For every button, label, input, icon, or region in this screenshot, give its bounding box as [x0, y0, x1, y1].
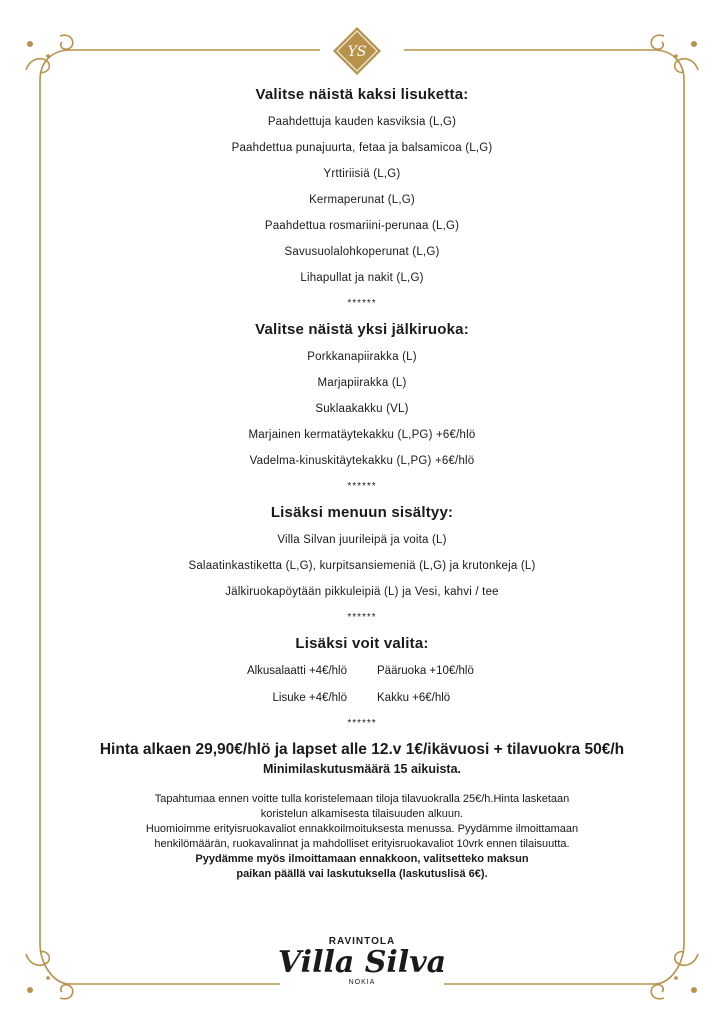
dessert-item: Marjapiirakka (L) [317, 377, 407, 389]
price-line: Hinta alkaen 29,90€/hlö ja lapset alle 12.v 1€/ikävuosi + tilavuokra 50€/h [99, 741, 625, 758]
included-item: Villa Silvan juurileipä ja voita (L) [277, 534, 447, 546]
minimum-line: Minimilaskutusmäärä 15 aikuista. [262, 762, 461, 776]
extra-item: Pääruoka +10€/hlö [377, 665, 474, 677]
extra-item: Lisuke +4€/hlö [272, 692, 347, 704]
separator: ****** [347, 612, 377, 623]
extra-item: Alkusalaatti +4€/hlö [246, 665, 347, 677]
note-line: henkilömäärän, ruokavalinnat ja mahdolliset erityisruokavaliot 10vrk ennen tilaisuutta. [154, 838, 570, 850]
side-item: Lihapullat ja nakit (L,G) [300, 272, 424, 284]
side-item: Savusuolalohkoperunat (L,G) [284, 246, 440, 258]
included-heading: Lisäksi menuun sisältyy: [270, 504, 454, 521]
note-line-bold: Pyydämme myös ilmoittamaan ennakkoon, valitsetteko maksun [195, 853, 529, 865]
dessert-item: Porkkanapiirakka (L) [307, 351, 417, 363]
logo-bottom-text: NOKIA [348, 979, 376, 986]
note-line-bold: paikan päällä vai laskutuksella (laskutuslisä 6€). [236, 868, 488, 880]
dessert-item: Vadelma-kinuskitäytekakku (L,PG) +6€/hlö [249, 455, 475, 467]
restaurant-logo [0, 936, 724, 986]
desserts-heading: Valitse näistä yksi jälkiruoka: [255, 321, 469, 338]
included-item: Jälkiruokapöytään pikkuleipiä (L) ja Vesi, kahvi / tee [225, 586, 499, 598]
separator: ****** [347, 298, 377, 309]
side-item: Paahdettuja kauden kasviksia (L,G) [267, 116, 457, 128]
side-item: Yrttiriisiä (L,G) [323, 168, 401, 180]
separator: ****** [347, 718, 377, 729]
logo-name: Villa Silva [277, 945, 447, 980]
side-item: Paahdettua rosmariini-perunaa (L,G) [264, 220, 460, 232]
included-item: Salaatinkastiketta (L,G), kurpitsansiemeniä (L,G) ja krutonkeja (L) [188, 560, 536, 572]
extras-heading: Lisäksi voit valita: [295, 635, 429, 652]
separator: ****** [347, 481, 377, 492]
note-line: Huomioimme erityisruokavaliot ennakkoilmoituksesta menussa. Pyydämme ilmoittamaan [145, 823, 579, 835]
logo-top-text: RAVINTOLA [328, 936, 396, 947]
menu-content [40, 86, 684, 882]
sides-heading: Valitse näistä kaksi lisuketta: [255, 86, 469, 103]
monogram-logo [332, 26, 382, 76]
dessert-item: Marjainen kermatäytekakku (L,PG) +6€/hlö [248, 429, 476, 441]
side-item: Kermaperunat (L,G) [309, 194, 415, 206]
extras-grid [217, 665, 507, 704]
monogram-text: YS [347, 44, 367, 60]
extra-item: Kakku +6€/hlö [377, 692, 451, 704]
side-item: Paahdettua punajuurta, fetaa ja balsamicoa (L,G) [231, 142, 493, 154]
note-line: Tapahtumaa ennen voitte tulla koristelemaan tiloja tilavuokralla 25€/h.Hinta lasketaan [154, 793, 570, 805]
dessert-item: Suklaakakku (VL) [315, 403, 409, 415]
note-line: koristelun alkamisesta tilaisuuden alkuun. [260, 808, 464, 820]
